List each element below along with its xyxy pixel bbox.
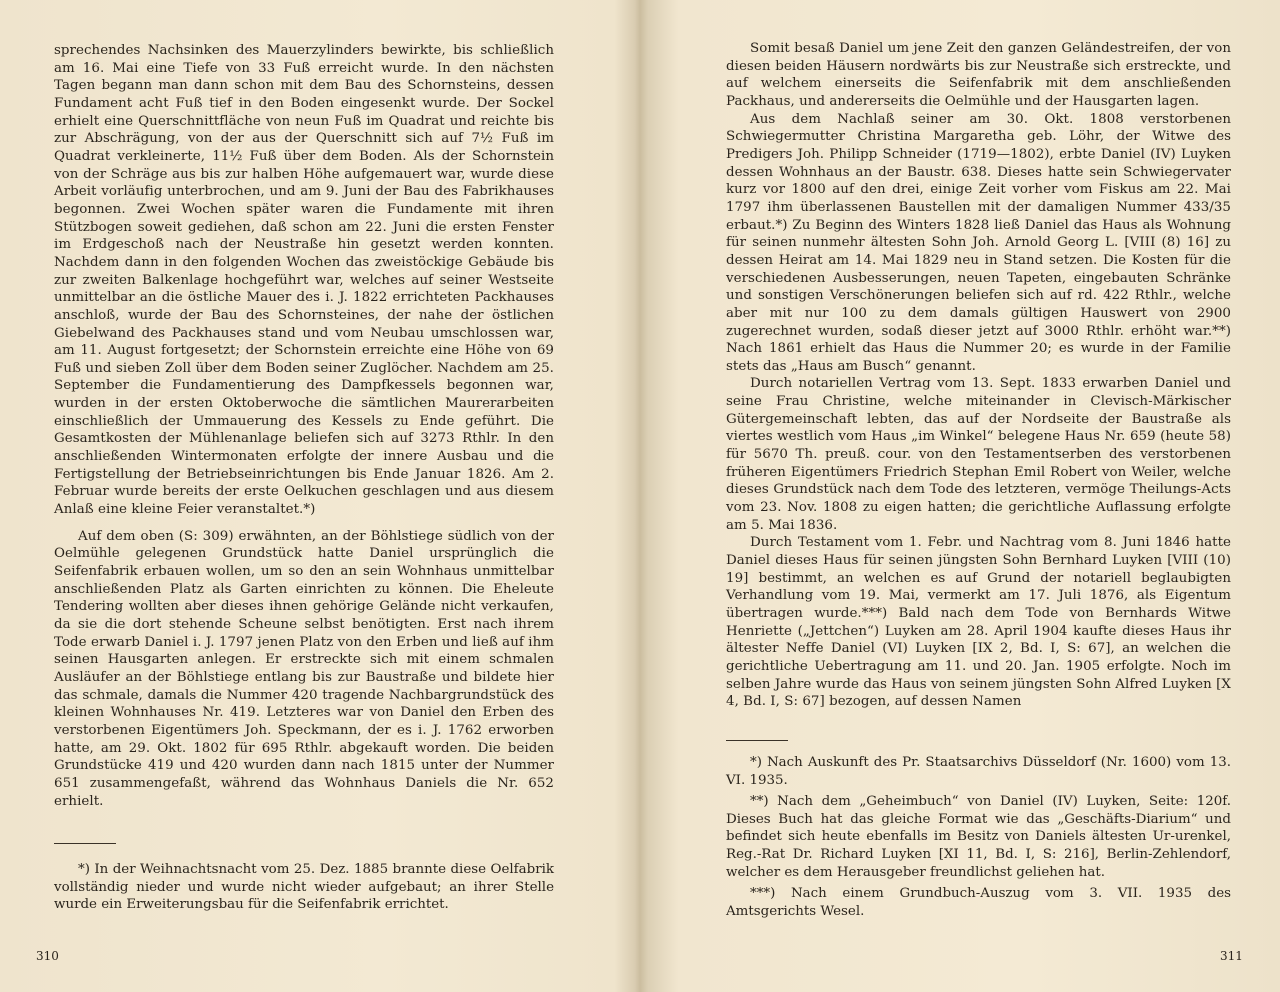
left-body-text (54, 42, 554, 810)
right-page (640, 0, 1280, 992)
paragraph: Somit besaß Daniel um jene Zeit den ganzen Geländestreifen, der von diesen beiden Häusern nordwärts bis zur Neustraße sich erstreckte, und auf welchem einerseits die Seifenfabrik mit dem anschließenden Packhaus, und andererseits die Oelmühle und der Hausgarten lagen. (726, 41, 1231, 109)
footnote: *) Nach Auskunft des Pr. Staatsarchivs Düsseldorf (Nr. 1600) vom 13. VI. 1935. (726, 755, 1231, 788)
footnote: ***) Nach einem Grundbuch-Auszug vom 3. VII. 1935 des Amtsgerichts Wesel. (726, 886, 1231, 919)
page-number: 310 (36, 949, 59, 963)
footnote: **) Nach dem „Geheimbuch“ von Daniel (IV) Luyken, Seite: 120f. Dieses Buch hat das gleiche Format wie das „Geschäfts-Diarium“ und befindet sich heute ebenfalls im Besitz von Daniels ältesten Ur-urenkel, Reg.-Rat Dr. Richard Luyken [XI 11, Bd. I, S: 216], Berlin-Zehlendorf, welcher es dem Herausgeber freundlichst geliehen hat. (726, 794, 1231, 880)
footnote-divider (726, 740, 788, 741)
paragraph: Auf dem oben (S: 309) erwähnten, an der Böhlstiege südlich von der Oelmühle gelegenen Grundstück hatte Daniel ursprünglich die Seifenfabrik erbauen wollen, um so den an sein Wohnhaus unmittelbar anschließenden Platz als Garten einrichten zu können. Die Eheleute Tendering wollten aber dieses ihnen gehörige Gelände nicht verkaufen, da sie die dort stehende Scheune selbst benötigten. Erst nach ihrem Tode erwarb Daniel i. J. 1797 jenen Platz von den Erben und ließ auf ihm seinen Hausgarten anlegen. Er erstreckte sich mit einem schmalen Ausläufer an der Böhlstiege entlang bis zur Baustraße und bildete hier das schmale, damals die Nummer 420 tragende Nachbargrundstück des kleinen Wohnhauses Nr. 419. Letzteres war von Daniel den Erben des verstorbenen Eigentümers Joh. Speckmann, der es i. J. 1762 erworben hatte, am 29. Okt. 1802 für 695 Rthlr. abgekauft worden. Die beiden Grundstücke 419 und 420 wurden dann nach 1815 unter der Nummer 651 zusammengefaßt, während das Wohnhaus Daniels die Nr. 652 erhielt. (54, 528, 554, 809)
footnote-divider (54, 843, 116, 844)
right-body-text (726, 40, 1231, 711)
paragraph: sprechendes Nachsinken des Mauerzylinders bewirkte, bis schließlich am 16. Mai eine Tiefe von 33 Fuß erreicht wurde. In den nächsten Tagen begann man dann schon mit dem Bau des Schornsteins, dessen Fundament acht Fuß tief in den Boden eingesenkt wurde. Der Sockel erhielt eine Querschnittfläche von neun Fuß im Quadrat und reichte bis zur Abschrägung, von der aus der Querschnitt sich auf 7½ Fuß im Quadrat verkleinerte, 11½ Fuß über dem Boden. Als der Schornstein von der Schräge aus bis zur halben Höhe aufgemauert war, wurde diese Arbeit vorläufig unterbrochen, und am 9. Juni der Bau des Fabrikhauses begonnen. Zwei Wochen später waren die Fundamente mit ihren Stützbogen soweit gediehen, daß schon am 22. Juni die ersten Fenster im Erdgeschoß nach der Neustraße hin gesetzt werden konnten. Nachdem dann in den folgenden Wochen das zweistöckige Gebäude bis zur zweiten Balkenlage hochgeführt war, welches auf seiner Westseite unmittelbar an die östliche Mauer des i. J. 1822 errichteten Packhauses anschloß, wurde der Bau des Schornsteines, der nahe der östlichen Giebelwand des Packhauses stand und vom Neubau umschlossen war, am 11. August fortgesetzt; der Schornstein erreichte eine Höhe von 69 Fuß und sieben Zoll über dem Boden seiner Zuglöcher. Nachdem am 25. September die Fundamentierung des Dampfkessels begonnen war, wurden in der ersten Oktoberwoche die sämtlichen Maurerarbeiten einschließlich der Ummauerung des Kessels zu Ende geführt. Die Gesamtkosten der Mühlenanlage beliefen sich auf 3273 Rthlr. In den anschließenden Wintermonaten erfolgte der innere Ausbau und die Fertigstellung der Betriebseinrichtungen bis Ende Januar 1826. Am 2. Februar wurde bereits der erste Oelkuchen geschlagen und aus diesem Anlaß eine kleine Feier veranstaltet.*) (54, 43, 554, 518)
paragraph: Durch Testament vom 1. Febr. und Nachtrag vom 8. Juni 1846 hatte Daniel dieses Haus für seinen jüngsten Sohn Bernhard Luyken [VIII (10) 19] bestimmt, an welchen es auf Grund der notariell beglaubigten Verhandlung vom 19. Mai, vermerkt am 17. Juli 1876, als Eigentum übertragen wurde.***) Bald nach dem Tode von Bernhards Witwe Henriette („Jettchen“) Luyken am 28. April 1904 kaufte dieses Haus ihr ältester Neffe Daniel (VI) Luyken [IX 2, Bd. I, S: 67], an welchen die gerichtliche Uebertragung am 11. und 20. Jan. 1905 erfolgte. Noch im selben Jahre wurde das Haus von seinem jüngsten Sohn Alfred Luyken [X 4, Bd. I, S: 67] bezogen, auf dessen Namen (726, 535, 1231, 710)
paragraph: Aus dem Nachlaß seiner am 30. Okt. 1808 verstorbenen Schwiegermutter Christina Margaretha geb. Löhr, der Witwe des Predigers Joh. Philipp Schneider (1719—1802), erbte Daniel (IV) Luyken dessen Wohnhaus an der Baustr. 638. Dieses hatte sein Schwiegervater kurz vor 1800 auf den drei, einige Zeit vorher vom Fiskus am 22. Mai 1797 ihm überlassenen Baustellen mit der damaligen Nummer 433/35 erbaut.*) Zu Beginn des Winters 1828 ließ Daniel das Haus als Wohnung für seinen nunmehr ältesten Sohn Joh. Arnold Georg L. [VIII (8) 16] zu dessen Heirat am 14. Mai 1829 neu in Stand setzen. Die Kosten für die verschiedenen Ausbesserungen, neuen Tapeten, eingebauten Schränke und sonstigen Verschönerungen beliefen sich auf rd. 422 Rthlr., welche aber mit nur 100 zu dem damals gültigen Hauswert von 2900 zugerechnet wurden, sodaß dieser jetzt auf 3000 Rthlr. erhöht war.**) Nach 1861 erhielt das Haus die Nummer 20; es wurde in der Familie stets das „Haus am Busch“ genannt. (726, 111, 1231, 374)
paragraph: Durch notariellen Vertrag vom 13. Sept. 1833 erwarben Daniel und seine Frau Christine, welche miteinander in Clevisch-Märkischer Gütergemeinschaft lebten, das auf der Nordseite der Baustraße als viertes westlich vom Haus „im Winkel“ belegene Haus Nr. 659 (heute 58) für 5670 Th. preuß. cour. von den Testamentserben des verstorbenen früheren Eigentümers Friedrich Stephan Emil Robert von Weiler, welche dieses Grundstück nach dem Tode des letzteren, vermöge Theilungs-Acts vom 23. Nov. 1808 zu eigen hatten; die gerichtliche Auflassung erfolgte am 5. Mai 1836. (726, 376, 1231, 533)
page-number: 311 (1220, 949, 1243, 963)
footnote: *) In der Weihnachtsnacht vom 25. Dez. 1885 brannte diese Oelfabrik vollständig nieder und wurde nicht wieder aufgebaut; an ihrer Stelle wurde ein Erweiterungsbau für die Seifenfabrik errichtet. (54, 862, 554, 913)
left-footnotes (54, 861, 554, 918)
right-footnotes (726, 754, 1231, 924)
